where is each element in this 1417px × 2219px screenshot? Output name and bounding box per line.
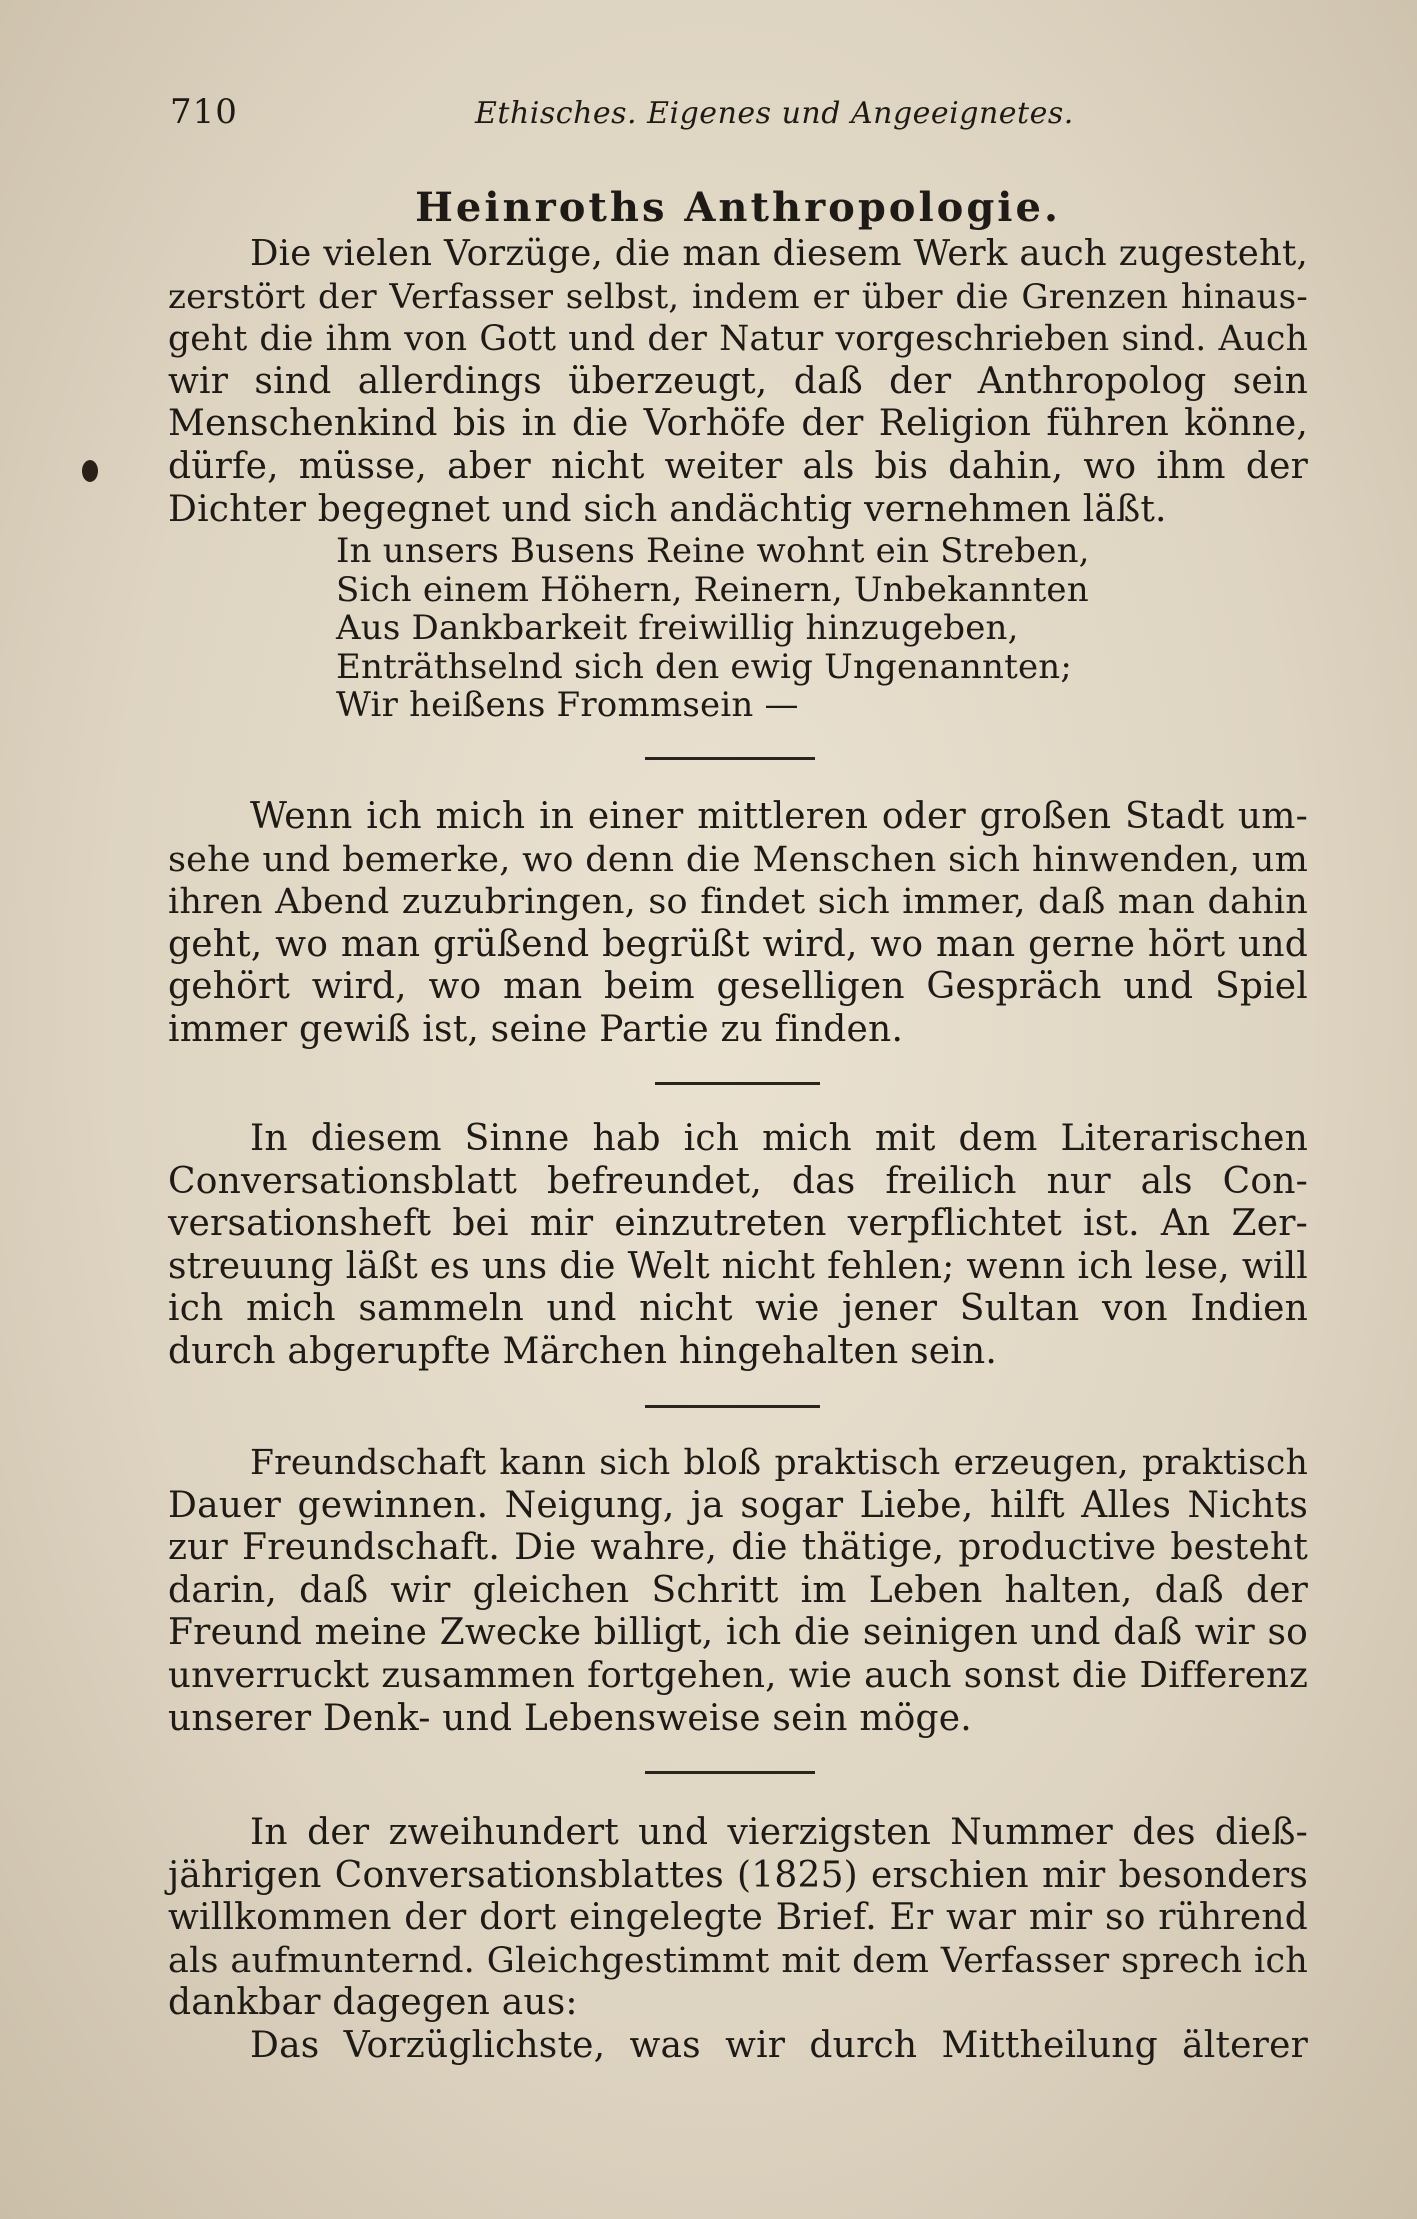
- section-divider: [655, 1082, 820, 1085]
- paragraph-line: wir sind allerdings überzeugt, daß der Anthropolog sein: [168, 360, 1308, 402]
- paragraph-line: immer gewiß ist, seine Partie zu finden.: [168, 1008, 904, 1050]
- paragraph-line: Wenn ich mich in einer mittleren oder großen Stadt um-: [250, 796, 1308, 837]
- paragraph-line: sehe und bemerke, wo denn die Menschen sich hinwenden, um: [168, 839, 1308, 880]
- paragraph-line: durch abgerupfte Märchen hingehalten sein.: [168, 1330, 997, 1372]
- section-divider: [645, 1405, 820, 1408]
- section-brief: [168, 1812, 1308, 2068]
- paragraph-line: ihren Abend zuzubringen, so findet sich immer, daß man dahin: [168, 882, 1308, 923]
- paragraph-line: ich mich sammeln und nicht wie jener Sultan von Indien: [168, 1288, 1308, 1330]
- paragraph-line: darin, daß wir gleichen Schritt im Leben halten, daß der: [168, 1569, 1308, 1611]
- paragraph-line: In diesem Sinne hab ich mich mit dem Literarischen: [250, 1118, 1308, 1159]
- paragraph-line: versationsheft bei mir einzutreten verpflichtet ist. An Zer-: [168, 1203, 1308, 1245]
- paragraph-line: Menschenkind bis in die Vorhöfe der Religion führen könne,: [168, 403, 1308, 445]
- verse-line: Wir heißens Frommsein —: [336, 685, 799, 725]
- verse-line: Aus Dankbarkeit freiwillig hinzugeben,: [336, 608, 1019, 648]
- paragraph-line: als aufmunternd. Gleichgestimmt mit dem Verfasser sprech ich: [168, 1940, 1308, 1981]
- paragraph-line: geht die ihm von Gott und der Natur vorgeschrieben sind. Auch: [168, 319, 1308, 360]
- paragraph-line: Freundschaft kann sich bloß praktisch erzeugen, praktisch: [250, 1443, 1308, 1483]
- paragraph-line: Die vielen Vorzüge, die man diesem Werk auch zugesteht,: [250, 233, 1308, 274]
- paragraph-line: In der zweihundert und vierzigsten Nummer des dieß-: [250, 1812, 1308, 1853]
- paragraph-line: willkommen der dort eingelegte Brief. Er war mir so rührend: [168, 1897, 1308, 1939]
- section-conversationsblatt: [168, 1118, 1308, 1374]
- paragraph-line: Dauer gewinnen. Neigung, ja sogar Liebe, hilft Alles Nichts: [168, 1484, 1308, 1526]
- paragraph-line: Das Vorzüglichste, was wir durch Mittheilung älterer: [250, 2024, 1308, 2066]
- paragraph-line: zur Freundschaft. Die wahre, die thätige, productive besteht: [168, 1527, 1308, 1569]
- section-freundschaft: [168, 1442, 1308, 1740]
- paragraph-line: unserer Denk- und Lebensweise sein möge.: [168, 1697, 972, 1739]
- verse-line: In unsers Busens Reine wohnt ein Streben,: [336, 531, 1090, 571]
- section-city: [168, 796, 1308, 1052]
- section-divider: [645, 757, 815, 760]
- paragraph-line: unverruckt zusammen fortgehen, wie auch sonst die Differenz: [168, 1654, 1308, 1696]
- verse-line: Sich einem Höhern, Reinern, Unbekannten: [336, 569, 1089, 610]
- paragraph-line: Conversationsblatt befreundet, das freilich nur als Con-: [168, 1160, 1308, 1202]
- section-divider: [645, 1771, 815, 1774]
- page-number: 710: [170, 92, 238, 132]
- section-heinroth: [168, 183, 1308, 531]
- paragraph-line: zerstört der Verfasser selbst, indem er über die Grenzen hinaus-: [168, 276, 1308, 317]
- paragraph-line: Freund meine Zwecke billigt, ich die seinigen und daß wir so: [168, 1612, 1308, 1654]
- paragraph-line: gehört wird, wo man beim geselligen Gespräch und Spiel: [168, 966, 1308, 1008]
- page-header: [170, 92, 1300, 142]
- section-title: Heinroths Anthropologie.: [415, 184, 1061, 231]
- paragraph-line: jährigen Conversationsblattes (1825) erschien mir besonders: [168, 1854, 1308, 1896]
- paragraph-line: geht, wo man grüßend begrüßt wird, wo man gerne hört und: [168, 923, 1308, 965]
- ink-blot: [82, 460, 98, 482]
- verse-line: Enträthselnd sich den ewig Ungenannten;: [336, 646, 1073, 687]
- paragraph-line: dürfe, müsse, aber nicht weiter als bis dahin, wo ihm der: [168, 445, 1308, 487]
- paragraph-line: streuung läßt es uns die Welt nicht fehlen; wenn ich lese, will: [168, 1245, 1308, 1287]
- paragraph-line: Dichter begegnet und sich andächtig vernehmen läßt.: [168, 488, 1167, 530]
- running-head: Ethisches. Eigenes und Angeeignetes.: [475, 96, 1074, 131]
- verse-block: [336, 532, 1256, 725]
- paragraph-line: dankbar dagegen aus:: [168, 1982, 578, 2024]
